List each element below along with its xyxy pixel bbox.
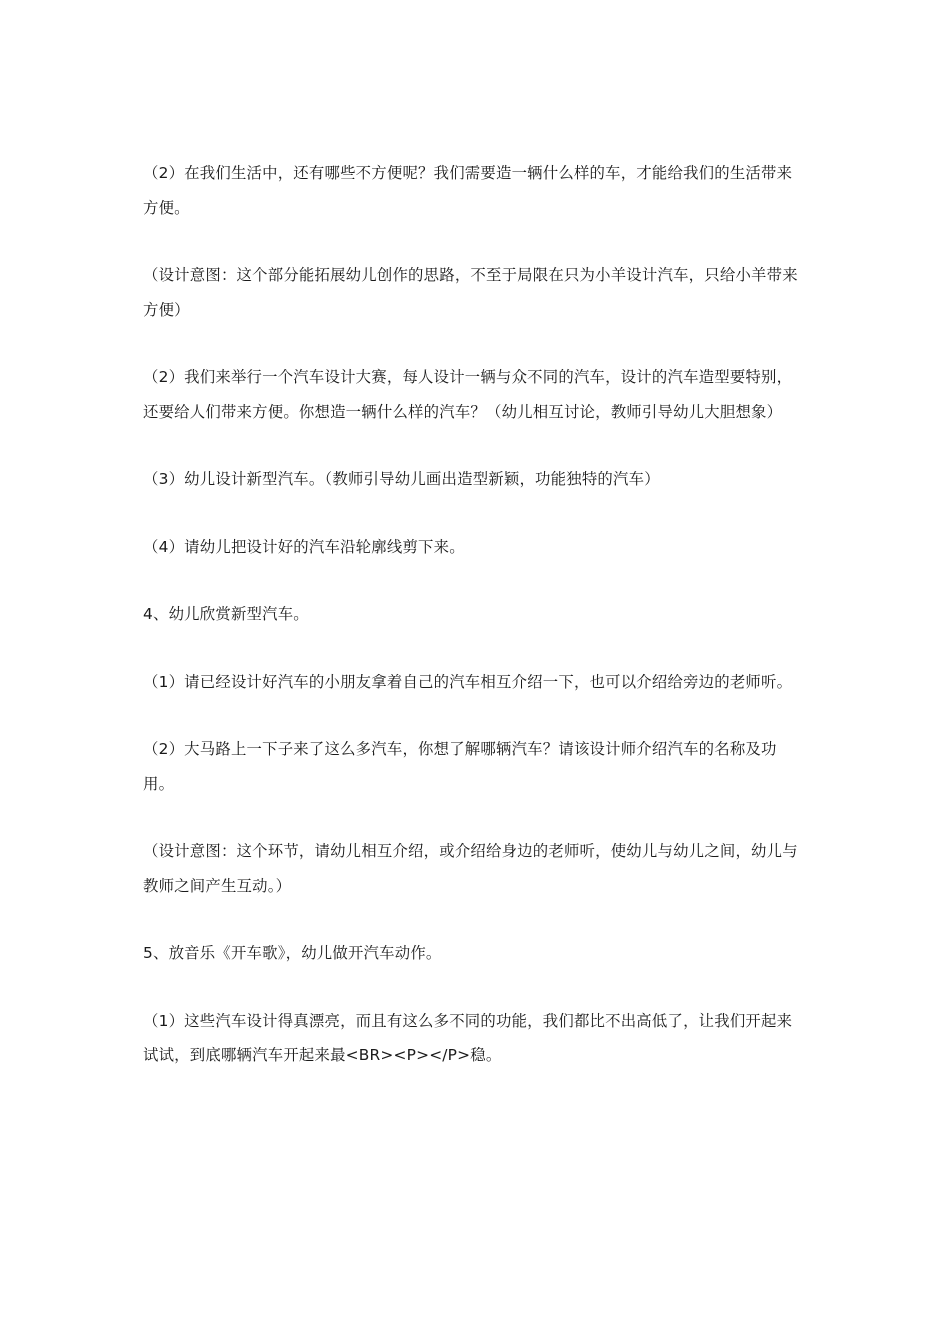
section-heading-5: 5、放音乐《开车歌》，幼儿做开汽车动作。 [143, 944, 442, 962]
paragraph-design-intent-1: （设计意图：这个部分能拓展幼儿创作的思路，不至于局限在只为小羊设计汽车，只给小羊带来方便） [143, 266, 798, 319]
paragraph-drive-test: （1）这些汽车设计得真漂亮，而且有这么多不同的功能，我们都比不出高低了，让我们开起来试试，到底哪辆汽车开起来最<BR><P></P>稳。 [143, 1011, 793, 1064]
document-body [143, 156, 803, 1106]
paragraph-introduce-car: （1）请已经设计好汽车的小朋友拿着自己的汽车相互介绍一下，也可以介绍给旁边的老师听。 [143, 672, 793, 691]
section-heading-4: 4、幼儿欣赏新型汽车。 [143, 605, 309, 623]
paragraph-design-question: （2）在我们生活中，还有哪些不方便呢？我们需要造一辆什么样的车，才能给我们的生活带来方便。 [143, 164, 793, 217]
paragraph-design-intent-2: （设计意图：这个环节，请幼儿相互介绍，或介绍给身边的老师听，使幼儿与幼儿之间，幼儿与教师之间产生互动。） [143, 842, 798, 895]
paragraph-cut-out: （4）请幼儿把设计好的汽车沿轮廓线剪下来。 [143, 537, 465, 556]
paragraph-children-design: （3）幼儿设计新型汽车。（教师引导幼儿画出造型新颖，功能独特的汽车） [143, 470, 660, 488]
paragraph-designer-introduce: （2）大马路上一下子来了这么多汽车，你想了解哪辆汽车？请该设计师介绍汽车的名称及功用。 [143, 740, 777, 793]
paragraph-design-contest: （2）我们来举行一个汽车设计大赛，每人设计一辆与众不同的汽车，设计的汽车造型要特别，还要给人们带来方便。你想造一辆什么样的汽车？（幼儿相互讨论，教师引导幼儿大胆想象） [143, 368, 793, 421]
